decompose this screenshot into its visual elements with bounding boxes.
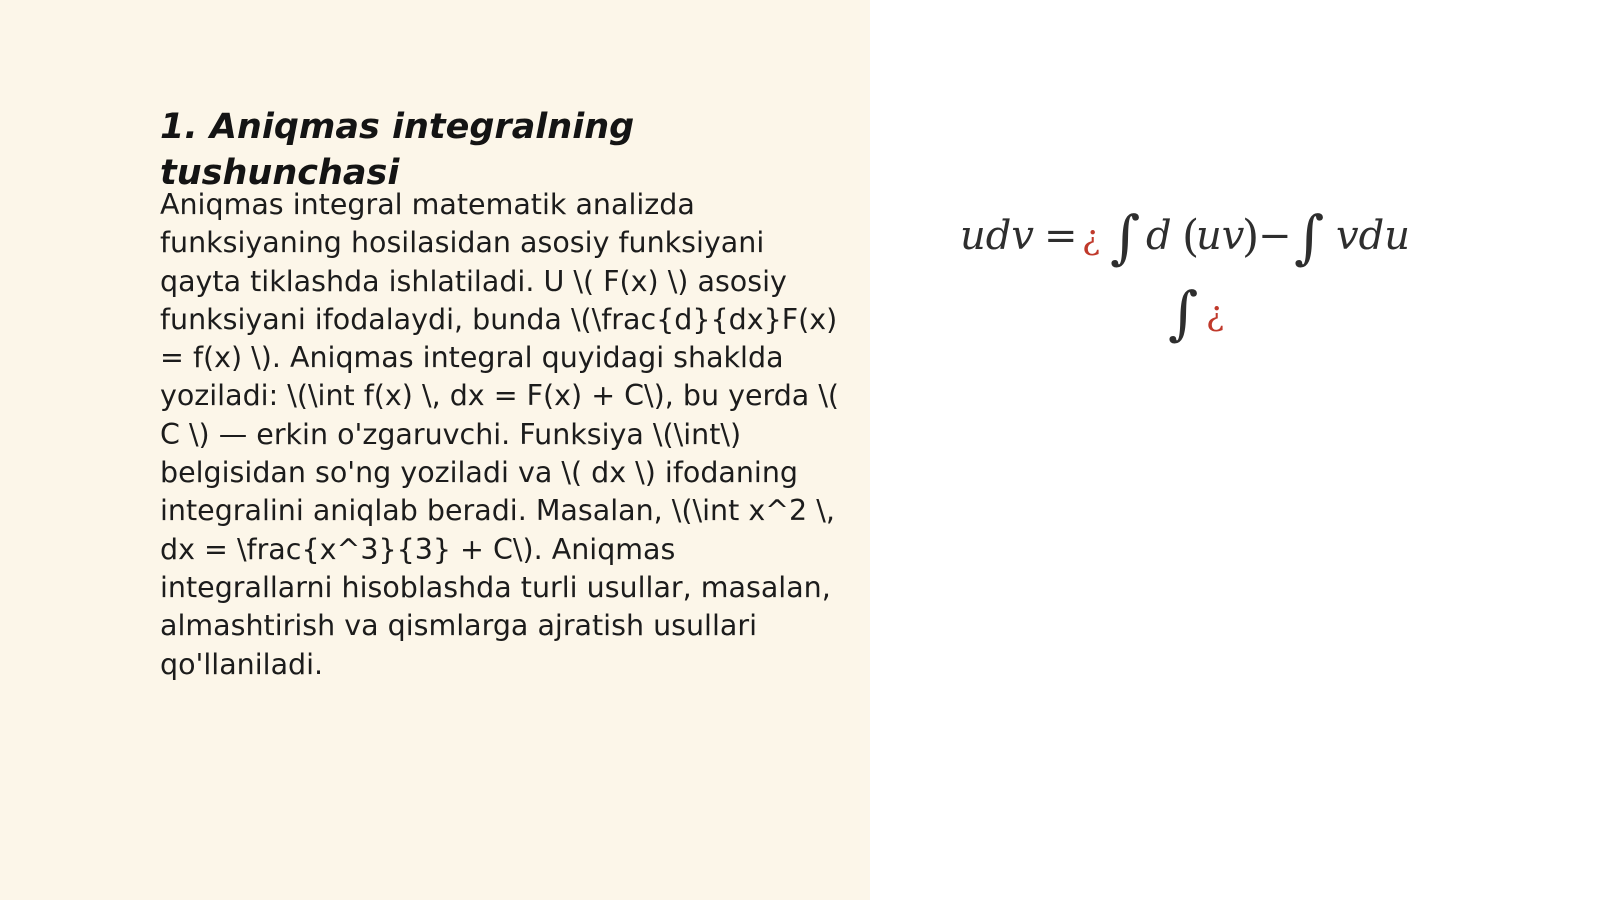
formula-svg xyxy=(960,205,1430,355)
slide-title: 1. Aniqmas integralning tushunchasi xyxy=(160,107,635,193)
formula-inverted-question-1: ¿ xyxy=(1082,218,1101,258)
formula-d: d xyxy=(1146,213,1172,259)
formula-integral-1: ∫ xyxy=(1110,205,1141,271)
formula-equals: = xyxy=(1044,213,1078,259)
formula-minus: − xyxy=(1258,213,1292,259)
right-panel xyxy=(870,0,1600,900)
formula-udv: udv xyxy=(960,213,1034,259)
formula-integral-3: ∫ xyxy=(1168,279,1199,347)
formula-image xyxy=(960,205,1430,355)
slide-body-text: Aniqmas integral matematik analizda funksiyaning hosilasidan asosiy funksiyani qayta tiklashda ishlatiladi. U \( F(x) \) asosiy funksiyani ifodalaydi, bunda \(\frac{d}{dx}F(x) = f(x) \). Aniqmas integral quyidagi shaklda yoziladi: \(\int f(x) \, dx = F(x) + C\), bu yerda \( C \) — erkin o'zgaruvchi. Funksiya \(\int\) belgisidan so'ng yoziladi va \( dx \) ifodaning integralini aniqlab beradi. Masalan, \(\int x^2 \, dx = \frac{x^3}{3} + C\). Aniqmas integrallarni hisoblashda turli usullar, masalan, almashtirish va qismlarga ajratish usullari qo'llaniladi. xyxy=(160,188,840,681)
formula-integral-2: ∫ xyxy=(1294,205,1325,271)
formula-inverted-question-2: ¿ xyxy=(1206,294,1225,334)
formula-vdu: vdu xyxy=(1336,213,1410,259)
formula-uv: uv xyxy=(1196,213,1245,259)
formula-paren-open: ( xyxy=(1182,211,1200,262)
formula-paren-close: ) xyxy=(1242,211,1260,262)
